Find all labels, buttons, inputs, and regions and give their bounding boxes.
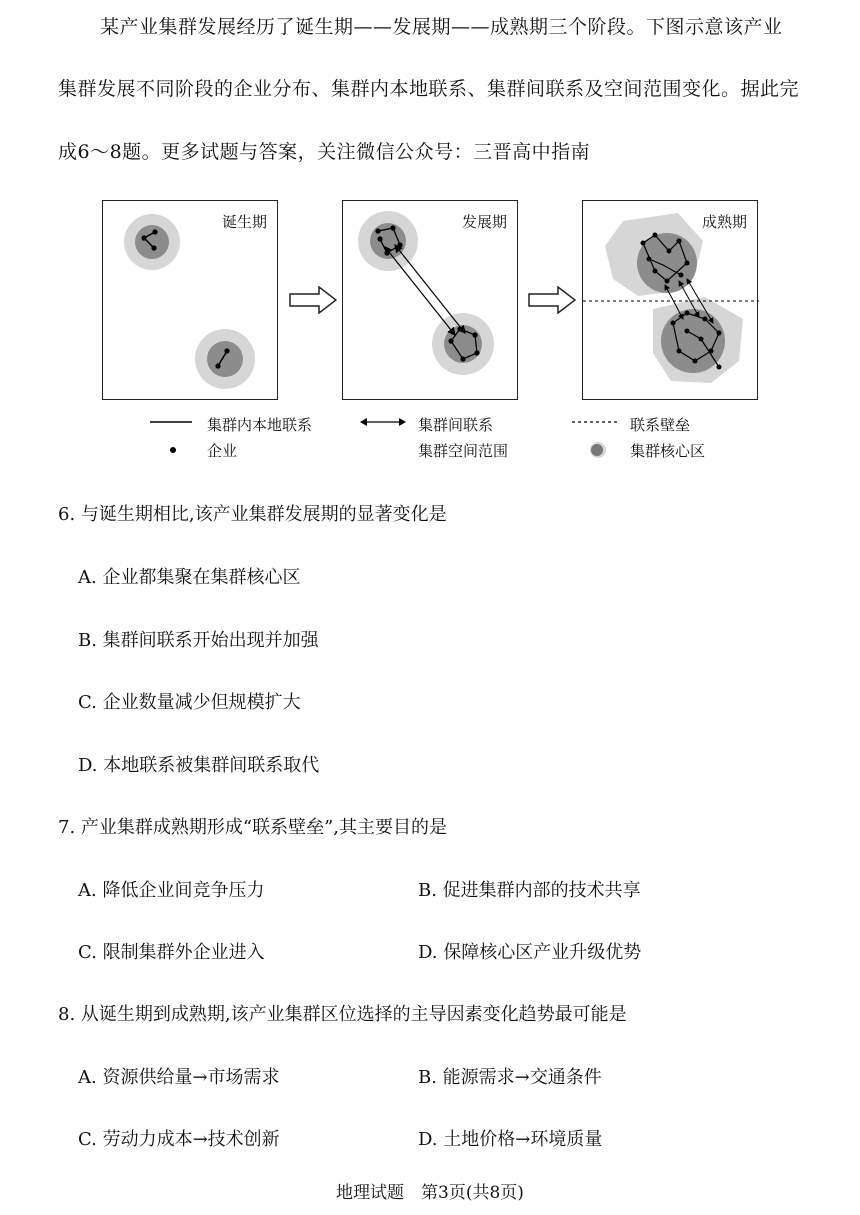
core-area-circle-icon <box>588 441 608 459</box>
question-8-option-d: D. 土地价格→环境质量 <box>418 1129 603 1150</box>
page-footer: 地理试题 第3页(共8页) <box>336 1183 524 1203</box>
question-6-option-c: C. 企业数量减少但规模扩大 <box>78 692 301 713</box>
panel-growth-stage <box>342 200 518 400</box>
legend-enterprise: 企业 <box>207 442 238 460</box>
panel-title-mature: 成熟期 <box>701 213 747 231</box>
legend-space-range: 集群空间范围 <box>418 442 509 460</box>
legend-local-link: 集群内本地联系 <box>207 416 313 434</box>
inter-link-arrow-icon <box>360 417 406 427</box>
question-7-option-c: C. 限制集群外企业进入 <box>78 942 265 963</box>
question-7-option-d: D. 保障核心区产业升级优势 <box>418 942 642 963</box>
panel-mature-stage <box>582 200 758 400</box>
question-7-option-b: B. 促进集群内部的技术共享 <box>418 880 641 901</box>
question-7-option-a: A. 降低企业间竞争压力 <box>78 880 265 901</box>
barrier-dashed-line-icon <box>572 417 618 427</box>
stage-arrow-2 <box>528 286 576 314</box>
question-7-stem: 7. 产业集群成熟期形成“联系壁垒”,其主要目的是 <box>58 817 448 838</box>
enterprise-dot-icon <box>167 444 179 456</box>
legend-core-area: 集群核心区 <box>630 442 706 460</box>
legend-inter-link: 集群间联系 <box>418 416 494 434</box>
local-link-line-icon <box>150 417 192 427</box>
question-8-option-c: C. 劳动力成本→技术创新 <box>78 1129 280 1150</box>
question-6-stem: 6. 与诞生期相比,该产业集群发展期的显著变化是 <box>58 504 447 525</box>
panel-title-birth: 诞生期 <box>221 213 267 231</box>
legend-barrier: 联系壁垒 <box>630 416 691 434</box>
panel-title-growth: 发展期 <box>461 213 507 231</box>
question-6-option-d: D. 本地联系被集群间联系取代 <box>78 755 320 776</box>
question-8-option-b: B. 能源需求→交通条件 <box>418 1067 602 1088</box>
intro-line-1: 某产业集群发展经历了诞生期——发展期——成熟期三个阶段。下图示意该产业 <box>100 16 783 38</box>
question-8-option-a: A. 资源供给量→市场需求 <box>78 1067 280 1088</box>
question-6-option-a: A. 企业都集聚在集群核心区 <box>78 567 301 588</box>
intro-line-3: 成6～8题。更多试题与答案，关注微信公众号：三晋高中指南 <box>58 141 591 163</box>
question-8-stem: 8. 从诞生期到成熟期,该产业集群区位选择的主导因素变化趋势最可能是 <box>58 1004 627 1025</box>
question-6-option-b: B. 集群间联系开始出现并加强 <box>78 630 319 651</box>
stage-arrow-1 <box>289 286 337 314</box>
intro-line-2: 集群发展不同阶段的企业分布、集群内本地联系、集群间联系及空间范围变化。据此完 <box>58 78 800 100</box>
panel-birth-stage <box>102 200 278 400</box>
